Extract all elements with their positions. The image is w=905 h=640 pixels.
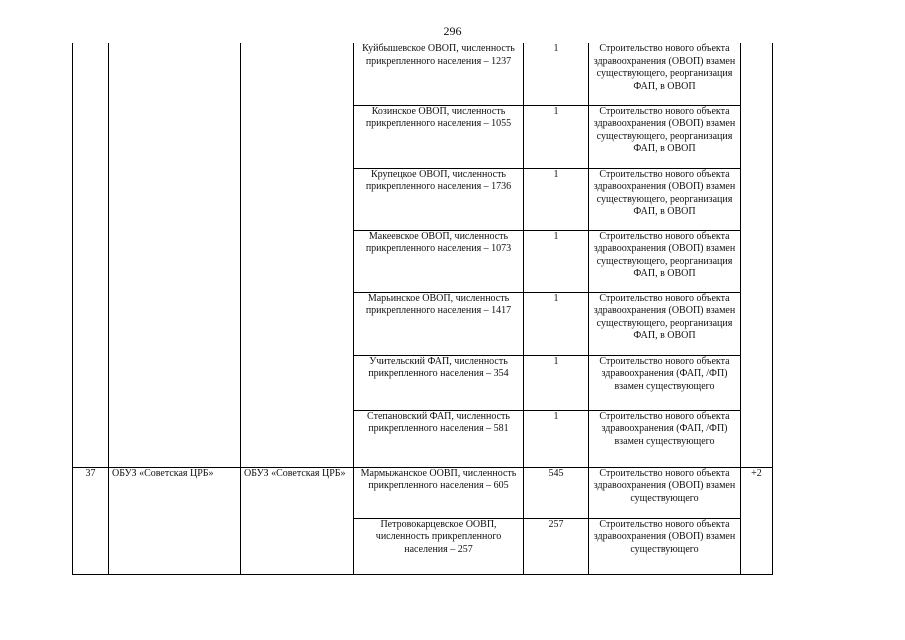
- work-type: Строительство нового объекта здравоохранения (ФАП, /ФП) взамен существующего: [599, 410, 730, 447]
- work-type-cell: [589, 230, 741, 292]
- work-type: Строительство нового объекта здравоохранения (ФАП, /ФП) взамен существующего: [599, 355, 730, 392]
- delta-value: +2: [751, 467, 762, 479]
- facility-description-cell: [354, 230, 524, 292]
- work-type: Строительство нового объекта здравоохранения (ОВОП) взамен существующего, реорганизация ФАП, в ОВОП: [593, 105, 736, 154]
- document-table: [72, 43, 773, 575]
- work-type-cell: [589, 43, 741, 105]
- facility-description-cell: [354, 168, 524, 230]
- facility-description: Степановский ФАП, численность прикрепленного населения – 581: [367, 410, 510, 434]
- count-cell: [524, 410, 589, 467]
- facility-description: Марьинское ОВОП, численность прикрепленного населения – 1417: [365, 292, 512, 316]
- work-type: Строительство нового объекта здравоохранения (ОВОП) взамен существующего, реорганизация ФАП, в ОВОП: [593, 292, 736, 341]
- organization-name: ОБУЗ «Советская ЦРБ»: [112, 467, 214, 479]
- count-cell: [524, 230, 589, 292]
- count-cell: [524, 518, 589, 574]
- count-cell: [524, 168, 589, 230]
- work-type-cell: [589, 467, 741, 518]
- facility-description: Учительский ФАП, численность прикрепленного населения – 354: [368, 355, 509, 379]
- work-type: Строительство нового объекта здравоохранения (ОВОП) взамен существующего, реорганизация ФАП, в ОВОП: [593, 43, 736, 92]
- work-type: Строительство нового объекта здравоохранения (ОВОП) взамен существующего, реорганизация ФАП, в ОВОП: [593, 168, 736, 217]
- index-cell: [73, 467, 109, 574]
- facility-description: Макеевское ОВОП, численность прикрепленного населения – 1073: [365, 230, 512, 254]
- organization-cell: [109, 467, 241, 574]
- count-value: 1: [553, 168, 559, 180]
- facility-description: Куйбышевское ОВОП, численность прикрепленного населения – 1237: [362, 43, 515, 67]
- count-value: 1: [553, 292, 559, 304]
- count-cell: [524, 355, 589, 410]
- work-type: Строительство нового объекта здравоохранения (ОВОП) взамен существующего: [593, 467, 736, 504]
- organization-unit-name: ОБУЗ «Советская ЦРБ»: [244, 467, 346, 479]
- count-value: 1: [553, 410, 559, 422]
- count-cell: [524, 43, 589, 105]
- work-type: Строительство нового объекта здравоохранения (ОВОП) взамен существующего, реорганизация ФАП, в ОВОП: [593, 230, 736, 279]
- count-value: 1: [553, 105, 559, 117]
- facility-description-cell: [354, 467, 524, 518]
- facility-description: Петровокарцевское ООВП, численность прикрепленного населения – 257: [375, 518, 502, 555]
- facility-description-cell: [354, 410, 524, 467]
- row-index: 37: [85, 467, 96, 479]
- count-value: 1: [553, 43, 559, 54]
- organization-cell: [109, 43, 241, 467]
- table-row: [73, 467, 773, 518]
- delta-cell: [741, 467, 773, 574]
- count-cell: [524, 467, 589, 518]
- facility-description-cell: [354, 43, 524, 105]
- count-value: 1: [553, 230, 559, 242]
- count-cell: [524, 105, 589, 168]
- count-value: 1: [553, 355, 559, 367]
- delta-cell: [741, 43, 773, 467]
- facility-description: Козинское ОВОП, численность прикрепленного населения – 1055: [365, 105, 512, 129]
- work-type-cell: [589, 518, 741, 574]
- facility-description-cell: [354, 518, 524, 574]
- work-type-cell: [589, 105, 741, 168]
- facility-description-cell: [354, 355, 524, 410]
- work-type-cell: [589, 168, 741, 230]
- facility-description: Крупецкое ОВОП, численность прикрепленного населения – 1736: [365, 168, 512, 192]
- page-number: 296: [443, 24, 462, 38]
- work-type-cell: [589, 355, 741, 410]
- organization-unit-cell: [241, 43, 354, 467]
- table-row: [73, 43, 773, 105]
- facility-description-cell: [354, 292, 524, 355]
- count-value: 257: [548, 518, 564, 530]
- work-type-cell: [589, 292, 741, 355]
- facility-description: Мармыжанское ООВП, численность прикрепленного населения – 605: [360, 467, 517, 491]
- count-value: 545: [548, 467, 564, 479]
- work-type: Строительство нового объекта здравоохранения (ОВОП) взамен существующего: [593, 518, 736, 555]
- count-cell: [524, 292, 589, 355]
- work-type-cell: [589, 410, 741, 467]
- facility-description-cell: [354, 105, 524, 168]
- index-cell: [73, 43, 109, 467]
- organization-unit-cell: [241, 467, 354, 574]
